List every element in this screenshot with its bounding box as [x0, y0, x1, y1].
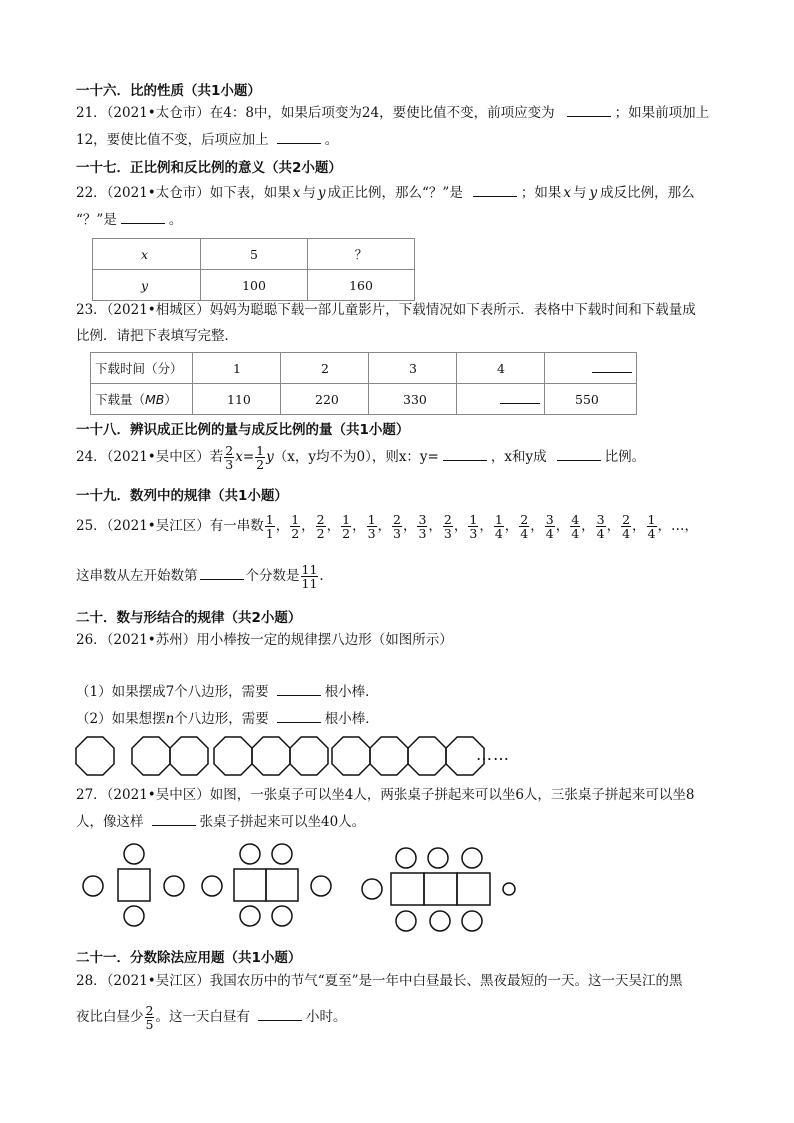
chair-circle: [311, 876, 331, 896]
chair-circle: [428, 848, 448, 868]
q21-text: 21．（2021•太仓市）在4：8中，如果后项变为24，要使比值不变，前项应变为: [76, 105, 555, 121]
numerator: 4: [571, 512, 580, 527]
octagon-shape: [170, 737, 208, 775]
comma: ，: [428, 518, 442, 534]
numerator: 2: [520, 512, 529, 527]
q22-text: 成反比例，那么: [600, 185, 695, 201]
numerator: 11: [301, 562, 318, 577]
answer-blank[interactable]: [473, 184, 517, 197]
question-26-line1: 26．（2021•苏州）用小棒按一定的规律摆八边形（如图所示）: [76, 632, 453, 648]
tables-chairs-figure: [76, 838, 516, 938]
q22-text: 与: [302, 185, 316, 201]
comma: ，: [504, 518, 519, 534]
comma: ，: [606, 518, 621, 534]
fraction: [596, 513, 606, 540]
question-21-line1: [76, 103, 709, 123]
q26-text: （2）如果想摆: [76, 711, 166, 727]
table-square: [234, 869, 266, 901]
header-text: 下载量（: [95, 392, 146, 407]
comma: ，: [453, 518, 468, 534]
chair-circle: [240, 906, 260, 926]
chair-circle: [396, 848, 416, 868]
answer-blank[interactable]: [592, 362, 632, 373]
question-26-part2: [76, 709, 379, 729]
fraction: [519, 513, 529, 540]
octagon-ellipsis: ……: [476, 745, 510, 764]
q26-text: 个八边形，需要: [174, 711, 269, 727]
denominator: 4: [520, 526, 529, 541]
question-21-line2: [76, 130, 338, 150]
table-cell: 1: [193, 353, 281, 384]
question-26-part1: [76, 682, 379, 702]
numerator: 1: [256, 443, 265, 458]
numerator: 1: [342, 512, 351, 527]
comma: ，: [377, 518, 392, 534]
table-cell: ？: [308, 239, 415, 270]
q24-text: ，x和y成: [490, 449, 547, 465]
table-cell: 220: [281, 384, 369, 415]
denominator: 4: [596, 526, 605, 541]
ellipsis: ，…，: [657, 518, 698, 534]
table-cell: 2: [281, 353, 369, 384]
table-header: [91, 384, 193, 415]
table-cell: y: [93, 270, 201, 301]
numerator: 3: [545, 512, 554, 527]
comma: ，: [632, 518, 646, 534]
chair-circle: [272, 906, 292, 926]
comma: ，: [555, 518, 570, 534]
q28-text: 。这一天白昼有: [155, 1009, 250, 1025]
header-text: ）: [164, 392, 177, 407]
denominator: 4: [647, 526, 656, 541]
question-25-line2: [76, 563, 324, 590]
q26-text: （1）如果摆成7个八边形，需要: [76, 684, 269, 700]
question-27-line1: 27．（2021•吴中区）如图，一张桌子可以坐4人，两张桌子拼起来可以坐6人，三张桌子拼起来可以坐8: [76, 787, 695, 803]
var-y: y: [589, 185, 598, 201]
q21-text: ；如果前项加上: [614, 105, 710, 121]
chair-circle: [396, 911, 416, 931]
fraction: [367, 513, 377, 540]
numerator: 1: [494, 512, 503, 527]
q26-text: 根小棒．: [324, 711, 379, 727]
chair-circle: [362, 879, 382, 899]
octagon-shape: [332, 737, 370, 775]
answer-blank[interactable]: [121, 211, 165, 224]
comma: ，: [352, 518, 366, 534]
octagon-figure: [70, 734, 530, 778]
fraction: [417, 513, 427, 540]
octagon-shape: [252, 737, 290, 775]
chair-circle: [124, 906, 144, 926]
section-21-title: 二十一．分数除法应用题（共1小题）: [76, 950, 302, 966]
fraction: [621, 513, 631, 540]
chair-circle: [124, 844, 144, 864]
numerator: 2: [225, 443, 234, 458]
q25-text: 这串数从左开始数第: [76, 568, 198, 584]
denominator: 5: [145, 1017, 154, 1032]
table-cell: 5: [201, 239, 308, 270]
chair-circle: [164, 876, 184, 896]
q25-text: 25．（2021•吴江区）有一串数: [76, 518, 264, 534]
answer-blank[interactable]: [277, 710, 321, 723]
unit-text: MB: [145, 392, 165, 407]
answer-blank[interactable]: [200, 567, 244, 580]
q24-text: 比例。: [604, 449, 646, 465]
q21-text: 。: [324, 132, 339, 148]
q27-text: 张桌子拼起来可以坐40人。: [199, 814, 366, 830]
numerator: 2: [622, 512, 631, 527]
numerator: 2: [145, 1003, 154, 1018]
fraction-sequence: [264, 512, 658, 541]
equals-sign: =: [242, 449, 255, 465]
fraction: [255, 444, 265, 471]
table-cell: 100: [201, 270, 308, 301]
denominator: 11: [301, 576, 318, 591]
numerator: 2: [393, 512, 401, 527]
numerator: 1: [647, 512, 656, 527]
var-x: x: [292, 185, 301, 201]
denominator: 3: [367, 526, 376, 541]
chair-circle: [83, 876, 103, 896]
table-cell: [457, 384, 545, 415]
q23-table: [90, 352, 637, 415]
fraction: [145, 1004, 155, 1031]
chair-circle: [202, 876, 222, 896]
table-cell: 4: [457, 353, 545, 384]
table-square: [266, 869, 298, 901]
table-cell: 3: [369, 353, 457, 384]
q22-text: 成正比例，那么“？”是: [327, 185, 463, 201]
table-cell: 110: [193, 384, 281, 415]
table-square: [118, 869, 150, 901]
q28-text: 夜比白昼少: [76, 1009, 144, 1025]
question-22-line2: [76, 210, 182, 230]
numerator: 2: [443, 512, 452, 527]
fraction: [545, 513, 555, 540]
numerator: 1: [367, 512, 376, 527]
fraction: [290, 513, 300, 540]
chair-circle: [462, 911, 482, 931]
octagon-shape: [290, 737, 328, 775]
denominator: 3: [469, 526, 478, 541]
numerator: 3: [418, 512, 427, 527]
fraction: [392, 513, 402, 540]
question-25-line1: [76, 513, 698, 540]
chair-circle: [240, 844, 260, 864]
fraction: [341, 513, 351, 540]
chair-circle: [503, 883, 515, 895]
table-cell: 550: [545, 384, 637, 415]
table-cell: [545, 353, 637, 384]
denominator: 4: [494, 526, 503, 541]
answer-blank[interactable]: [567, 104, 611, 117]
fraction: [468, 513, 478, 540]
answer-blank[interactable]: [443, 448, 487, 461]
answer-blank[interactable]: [152, 813, 196, 826]
table-square: [424, 873, 457, 905]
q22-text: 22．（2021•太仓市）如下表，如果: [76, 185, 291, 201]
question-28-line1: 28．（2021•吴江区）我国农历中的节气“夏至”是一年中白昼最长、黑夜最短的一天。这一天吴江的黑: [76, 973, 683, 989]
fraction: [443, 513, 453, 540]
denominator: 4: [571, 526, 580, 541]
question-27-line2: [76, 812, 365, 832]
octagon-shape: [214, 737, 252, 775]
chair-circle: [430, 911, 450, 931]
denominator: 4: [545, 526, 554, 541]
q22-table: [92, 238, 415, 301]
numerator: 2: [316, 512, 325, 527]
comma: ，: [581, 518, 595, 534]
comma: ，: [301, 518, 315, 534]
section-18-title: 一十八．辨识成正比例的量与成反比例的量（共1小题）: [76, 422, 410, 438]
question-23-line1: 23．（2021•相城区）妈妈为聪聪下载一部儿童影片，下载情况如下表所示．表格中下载时间和下载量成: [76, 302, 696, 318]
q25-text: 个分数是: [245, 568, 300, 584]
section-20-title: 二十．数与形结合的规律（共2小题）: [76, 610, 302, 626]
question-23-line2: 比例．请把下表填写完整．: [76, 328, 238, 344]
chair-circle: [272, 844, 292, 864]
fraction: [494, 513, 504, 540]
answer-blank[interactable]: [557, 448, 601, 461]
denominator: 2: [256, 457, 265, 472]
fraction: [265, 513, 275, 540]
numerator: 3: [596, 512, 605, 527]
var-n: n: [165, 711, 175, 727]
denominator: 3: [418, 526, 427, 541]
comma: ，: [402, 518, 417, 534]
fraction: [647, 513, 657, 540]
table-cell: 330: [369, 384, 457, 415]
q24-text: 24．（2021•吴中区）若: [76, 449, 224, 465]
q22-text: 与: [572, 185, 587, 201]
answer-blank[interactable]: [277, 683, 321, 696]
denominator: 4: [622, 526, 631, 541]
answer-blank[interactable]: [277, 131, 321, 144]
denominator: 2: [316, 526, 325, 541]
answer-blank[interactable]: [500, 393, 540, 404]
q28-text: 小时。: [305, 1009, 347, 1025]
table-square: [391, 873, 424, 905]
denominator: 3: [393, 526, 401, 541]
var-y: y: [317, 185, 326, 201]
section-16-title: 一十六．比的性质（共1小题）: [76, 83, 261, 99]
table-header: 下载时间（分）: [91, 353, 193, 384]
octagon-shape: [76, 737, 114, 775]
table-cell: 160: [308, 270, 415, 301]
denominator: 1: [265, 526, 274, 541]
answer-blank[interactable]: [258, 1008, 302, 1021]
chair-circle: [462, 848, 482, 868]
question-24: 24．（2021•吴中区）若 $\frac{2}{3}$ x= $\frac{1}{2}$ y（x，y均不为0），则x：y= ，x和y成 比例。: [76, 443, 646, 472]
denominator: 3: [443, 526, 452, 541]
fraction: [316, 513, 326, 540]
fraction: [301, 563, 319, 590]
comma: ，: [479, 518, 493, 534]
numerator: 1: [265, 512, 274, 527]
denominator: 3: [225, 457, 234, 472]
question-28-line2: [76, 1004, 346, 1031]
q22-text: “？”是: [76, 212, 117, 228]
q21-text: 12，要使比值不变，后项应加上: [76, 132, 269, 148]
table-square: [457, 873, 490, 905]
table-cell: x: [93, 239, 201, 270]
question-22-line1: [76, 183, 695, 203]
fraction: [570, 513, 580, 540]
section-19-title: 一十九．数列中的规律（共1小题）: [76, 488, 288, 504]
q24-text: （x，y均不为0），则x：y=: [273, 449, 439, 465]
var-x: x: [563, 185, 571, 201]
octagon-shape: [408, 737, 446, 775]
numerator: 1: [469, 512, 478, 527]
denominator: 2: [291, 526, 300, 541]
q26-text: 根小棒．: [324, 684, 379, 700]
comma: ，: [326, 518, 341, 534]
octagon-shape: [132, 737, 170, 775]
q22-text: ；如果: [520, 185, 562, 201]
octagon-shape: [370, 737, 408, 775]
comma: ，: [530, 518, 544, 534]
q22-text: 。: [168, 212, 183, 228]
denominator: 2: [342, 526, 351, 541]
comma: ，: [275, 518, 290, 534]
q27-text: 人，像这样: [76, 814, 144, 830]
section-17-title: 一十七．正比例和反比例的意义（共2小题）: [76, 160, 342, 176]
fraction: [224, 444, 234, 471]
numerator: 1: [291, 512, 300, 527]
q25-text: .: [319, 568, 324, 584]
